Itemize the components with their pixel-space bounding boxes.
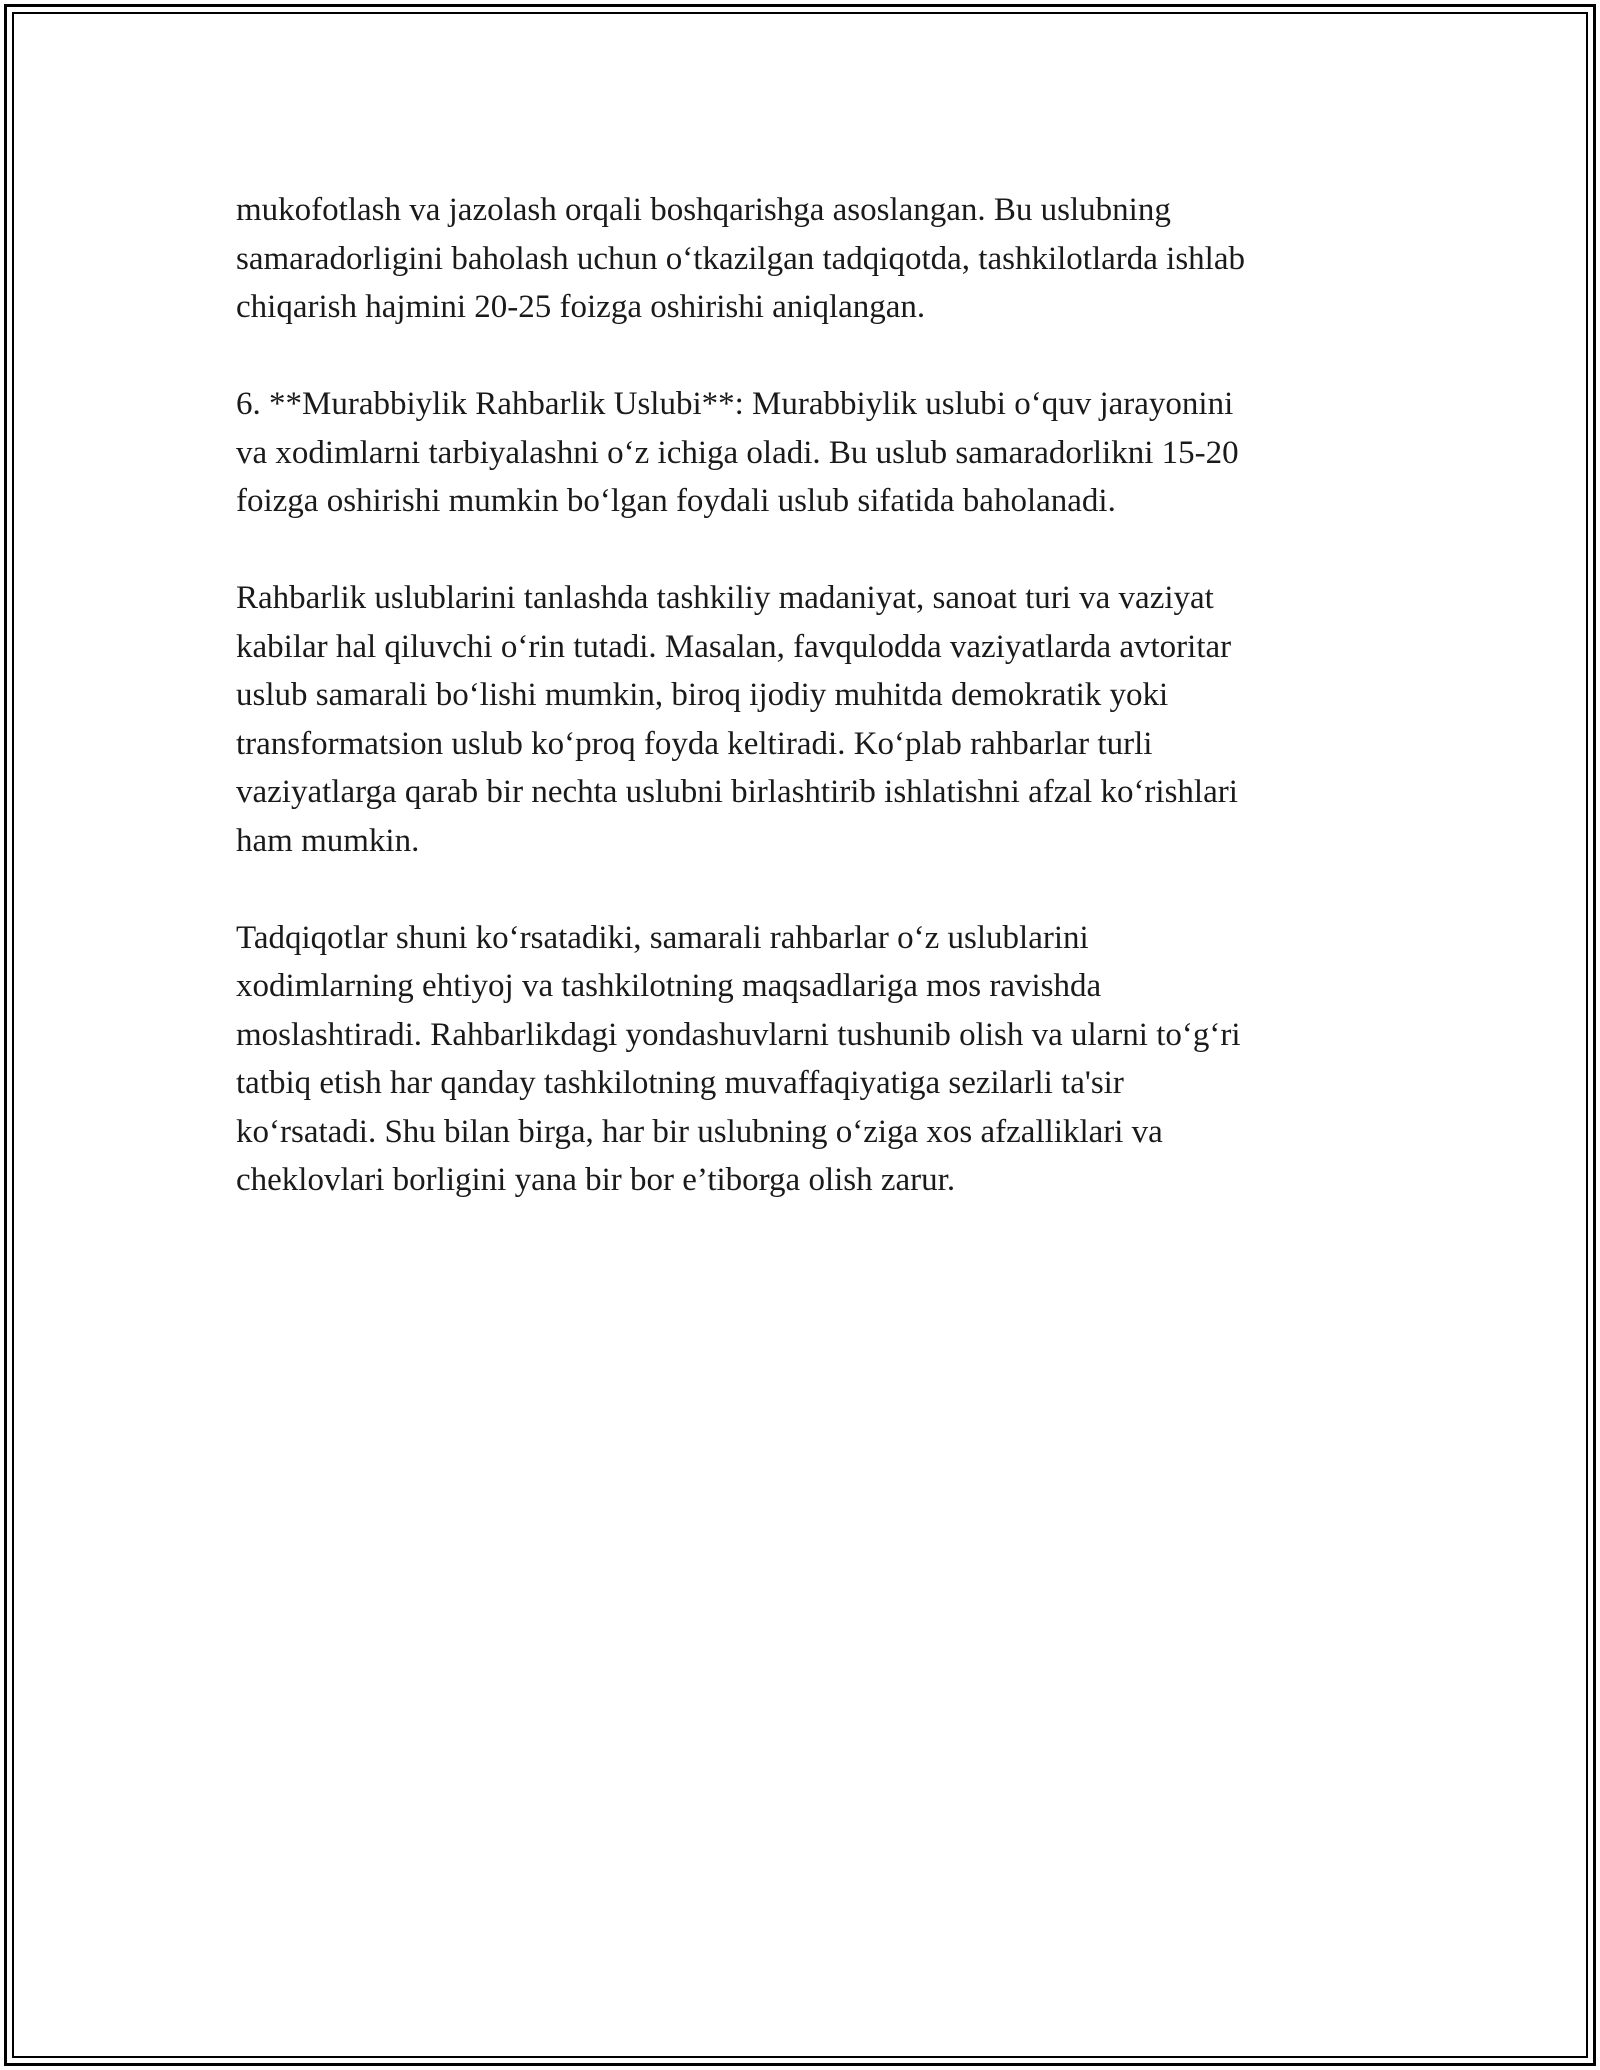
paragraph-style-selection: Rahbarlik uslublarini tanlashda tashkiliy madaniyat, sanoat turi va vaziyat kabilar hal qiluvchi oʻrin tutadi. Masalan, favqulodda vaziyatlarda avtoritar uslub samarali boʻlishi mumkin, biroq ijodiy muhitda demokratik yoki transformatsion uslub koʻproq foyda keltiradi. Koʻplab rahbarlar turli vaziyatlarga qarab bir nechta uslubni birlashtirib ishlatishni afzal koʻrishlari ham mumkin. — [236, 580, 1238, 859]
paragraph-coaching-style: 6. **Murabbiylik Rahbarlik Uslubi**: Murabbiylik uslubi oʻquv jarayonini va xodimlarni tarbiyalashni oʻz ichiga oladi. Bu uslub samaradorlikni 15-20 foizga oshirishi mumkin boʻlgan foydali uslub sifatida baholanadi. — [236, 386, 1239, 519]
paragraph-reward-style-conclusion: mukofotlash va jazolash orqali boshqarishga asoslangan. Bu uslubning samaradorligini baholash uchun oʻtkazilgan tadqiqotda, tashkilotlarda ishlab chiqarish hajmini 20-25 foizga oshirishi aniqlangan. — [236, 192, 1245, 325]
paragraph-research-findings: Tadqiqotlar shuni koʻrsatadiki, samarali rahbarlar oʻz uslublarini xodimlarning ehtiyoj va tashkilotning maqsadlariga mos ravishda moslashtiradi. Rahbarlikdagi yondashuvlarni tushunib olish va ularni toʻgʻri tatbiq etish har qanday tashkilotning muvaffaqiyatiga sezilarli ta'sir koʻrsatadi. Shu bilan birga, har bir uslubning oʻziga xos afzalliklari va cheklovlari borligini yana bir bor e’tiborga olish zarur. — [236, 919, 1241, 1198]
document-body — [236, 186, 1396, 1253]
